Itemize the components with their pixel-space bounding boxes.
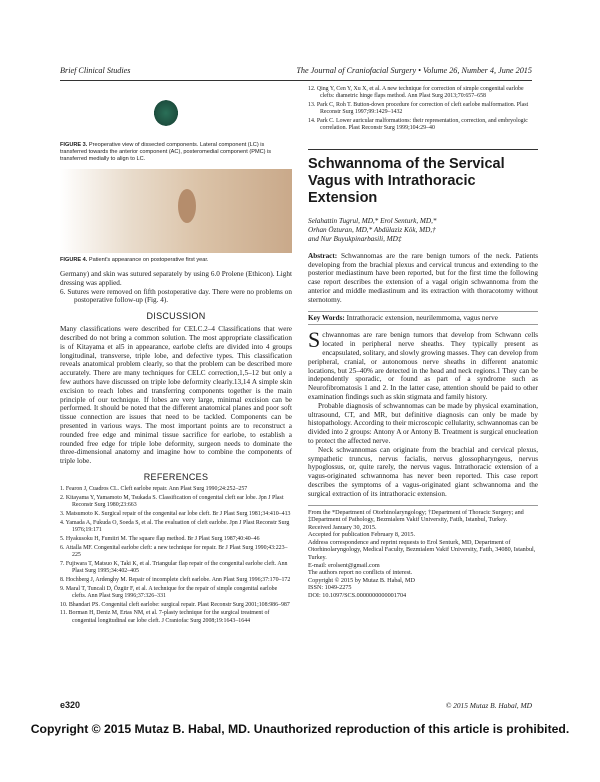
reference-item: 7. Fujiwara T, Matsuo K, Taki K, et al. Triangular flap repair of the congenital earlobe cleft. Ann Plast Surg 1995;34:402–405 <box>60 560 288 574</box>
accepted-date: Accepted for publication February 8, 2015. <box>308 531 416 539</box>
header-journal: The Journal of Craniofacial Surgery • Volume 26, Number 4, June 2015 <box>296 66 532 75</box>
references-heading: REFERENCES <box>143 471 209 482</box>
abstract: Abstract: Schwannomas are the rare benign tumors of the neck. Patients developing from the brachial plexus and cervical truncus and extending to the posterior mediastinum have been reported, but for the first time the following case report describes the extension of a vagal origin schwannoma from the anterior and middle mediastinum and its extraction with thoracotomy without sternotomy. <box>308 251 538 304</box>
received-date: Received January 30, 2015. <box>308 523 377 531</box>
step-6: 6. Sutures were removed on fifth postoperative day. There were no problems on postoperative follow-up (Fig. 4). <box>60 287 292 305</box>
reference-item: 5. Hyakusoku H, Fumiiri M. The square flap method. Br J Plast Surg 1987;40:40–46 <box>60 535 260 542</box>
article-rule <box>308 149 538 150</box>
figure-3-image <box>60 86 292 138</box>
article-footnotes <box>308 505 538 600</box>
right-column <box>308 86 538 600</box>
conflict-statement: The authors report no conflicts of interest. <box>308 569 413 577</box>
author-list <box>308 217 538 244</box>
reference-item: 2. Kitayama Y, Yamamoto M, Tsukada S. Classification of congenital cleft ear lobe. Jpn J Plast Reconstr Surg 1980;23:663 <box>60 494 284 509</box>
header-section: Brief Clinical Studies <box>60 66 131 75</box>
authors-line-2: Orhan Özturan, MD,* Abdülaziz Kök, MD,† <box>308 225 436 234</box>
reference-item: 4. Yamada A, Fukuda O, Soeda S, et al. The evaluation of cleft earlobe. Jpn J Plast Reconstr Surg 1976;19:171 <box>60 519 290 533</box>
reference-item: 12. Qing Y, Cen Y, Xu X, et al. A new technique for correction of simple congenital earlobe clefts: diametric hinge flaps method. Ann Plast Surg 2013;70:657–658 <box>308 86 524 100</box>
reference-item: 9. Maral T, Tuncali D, Özgür F, et al. A technique for the repair of simple congenital earlobe clefts. Ann Plast Surg 1996;37:326–331 <box>60 585 278 599</box>
intro-paragraph-2: Probable diagnosis of schwannomas can be made by physical examination, ultrasound, CT, and MR, but definitive diagnosis can only be made by histopathology. According to their microscopic cellularity, schwannomas can be divided into 2 groups: Antony A or Antony B. Treatment is surgical enucleation to protect the affected nerve. <box>308 401 538 445</box>
figure-4-caption: FIGURE 4. Patient's appearance on postoperative first year. <box>60 257 209 263</box>
steps-continued: Germany) and skin was sutured separately by using 6.0 Prolene (Ethicon). Light dressing was applied. <box>60 270 292 287</box>
header-rule <box>60 80 532 81</box>
drop-cap: S <box>308 327 321 353</box>
reference-item: 8. Hochberg J, Ardenghy M. Repair of incomplete cleft earlobe. Ann Plast Surg 1996;37:170–172 <box>60 576 291 583</box>
intro-paragraph-1: Schwannomas are rare benign tumors that develop from Schwann cells located in peripheral nerve sheaths. They typically present as encapsulated, solitary, and slowly growing masses. They can develop from peripheral, cranial, or autonomous nerve sheaths in different anatomic locations, but 25–40% are detected in the head and neck regions.1 They can be independently sporadic, or found as part of a syndrome such as Neurofibromatosis 1 and 2. In the latter case, attention should be paid to other examination findings such as skin stigmata and family history. <box>308 327 538 401</box>
doi: DOI: 10.1097/SCS.0000000000001704 <box>308 592 407 600</box>
page-number: e320 <box>60 700 81 710</box>
running-header <box>60 66 532 75</box>
keywords: Key Words: Intrathoracic extension, neurilemmoma, vagus nerve <box>308 311 538 326</box>
email: E-mail: erolsent@gmail.com <box>308 561 380 569</box>
figure-4-image <box>60 169 292 253</box>
correspondence-address: Address correspondence and reprint requests to Erol Senturk, MD, Department of Otorhinolaryngology, Medical Faculty, Bezmialem Vakif University, Fatih, 34080, Istanbul, Turkey. <box>308 538 536 562</box>
reference-item: 1. Fearon J, Cuadros CL. Cleft earlobe repair. Ann Plast Surg 1990;24:252–257 <box>60 485 248 492</box>
references-list-continued <box>308 86 538 133</box>
issn: ISSN: 1049-2275 <box>308 584 352 592</box>
copyright-banner: Copyright © 2015 Mutaz B. Habal, MD. Unauthorized reproduction of this article is prohibited. <box>30 722 570 736</box>
affiliations: From the *Department of Otorhinolaryngology; †Department of Thoracic Surgery; and ‡Department of Pathology, Bezmialem Vakif University, Fatih, Istanbul, Turkey. <box>308 508 524 524</box>
reference-item: 6. Attalla MF. Congenital earlobe cleft: a new technique for repair. Br J Plast Surg 1990;43:223–225 <box>60 544 288 558</box>
steps-list <box>60 288 292 306</box>
copyright-line: Copyright © 2015 by Mutaz B. Habal, MD <box>308 576 415 584</box>
authors-line-1: Selahattin Tugrul, MD,* Erol Senturk, MD,* <box>308 216 437 225</box>
discussion-heading: DISCUSSION <box>146 311 206 322</box>
footer-copyright: © 2015 Mutaz B. Habal, MD <box>445 701 532 710</box>
left-column <box>60 86 292 626</box>
figure-3-caption: FIGURE 3. Preoperative view of dissected components. Lateral component (LC) is transferred towards the anterior component (AC), posteromedial component (PMC) is transferred medially to align to LC. <box>60 142 272 162</box>
reference-item: 3. Matsumoto K. Surgical repair of the congenital ear lobe cleft. Br J Plast Surg 1981;34:410–413 <box>60 510 291 517</box>
references-list <box>60 486 292 625</box>
reference-item: 11. Borman H, Deniz M, Ertas NM, et al. 7-plasty technique for the surgical treatment of congenital longitudinal ear lobe cleft. J Craniofac Surg 2008;19:1643–1644 <box>60 610 270 624</box>
reference-item: 13. Park C, Roh T. Button-down procedure for correction of cleft earlobe malformation. Plast Reconstr Surg 1997;99:1429–1432 <box>308 102 529 116</box>
reference-item: 14. Park C. Lower auricular malformations: their representation, correction, and embryologic correlation. Plast Reconstr Surg 1999;104:29–40 <box>308 118 528 132</box>
intro-paragraph-3: Neck schwannomas can originate from the brachial and cervical plexus, sympathetic truncus, nervus facialis, nervus glossopharyngeus, nervus hypoglossus, or, quite rarely, the nervus vagus. Intrathoracic extension of a vagus-originated schwannoma has never been reported. This case report describes the symptoms of a vagus-originated giant schwannoma and the surgical extraction of its intrathoracic extension. <box>308 445 538 498</box>
reference-item: 10. Bhandari PS. Congenital cleft earlobe: surgical repair. Plast Reconstr Surg 2001;108:986–987 <box>60 601 290 608</box>
authors-line-3: and Nur Buyukpinarbasili, MD‡ <box>308 234 402 243</box>
article-title: Schwannoma of the Servical Vagus with Intrathoracic Extension <box>308 155 505 206</box>
discussion-text: Many classifications were described for CELC.2–4 Classifications that were described do not bring a common solution. The most appropriate classification is of Kitayama et al5 in appearance, earlobe clefts are divided into 4 groups longitudinal, transverse, triple lobe, and defective types. This classification reveals anatomical problem clearly, so that the problem can be described more accurately. There are many techniques for CELC correction,1,5–12 but only a few authors have discussed on triple lobe deformity clearly.13,14 A simple skin excision to reach lobes and transferring components together is the main principle of our technique. If lobes are very large, minimal excision can be performed. It should be noted that the different anatomical planes and poor soft tissue connection are issues that need to be tackled. Components can be presented in various ways. The most important points are to reconstruct a rounded free edge and minimal tissue sacrifice for earlobe, to establish a rounded free edge for triple lobe deformity, surgeon needs to dominate the three-dimensional anatomy and imagine how to combine the components of triple lobe. <box>60 325 292 466</box>
